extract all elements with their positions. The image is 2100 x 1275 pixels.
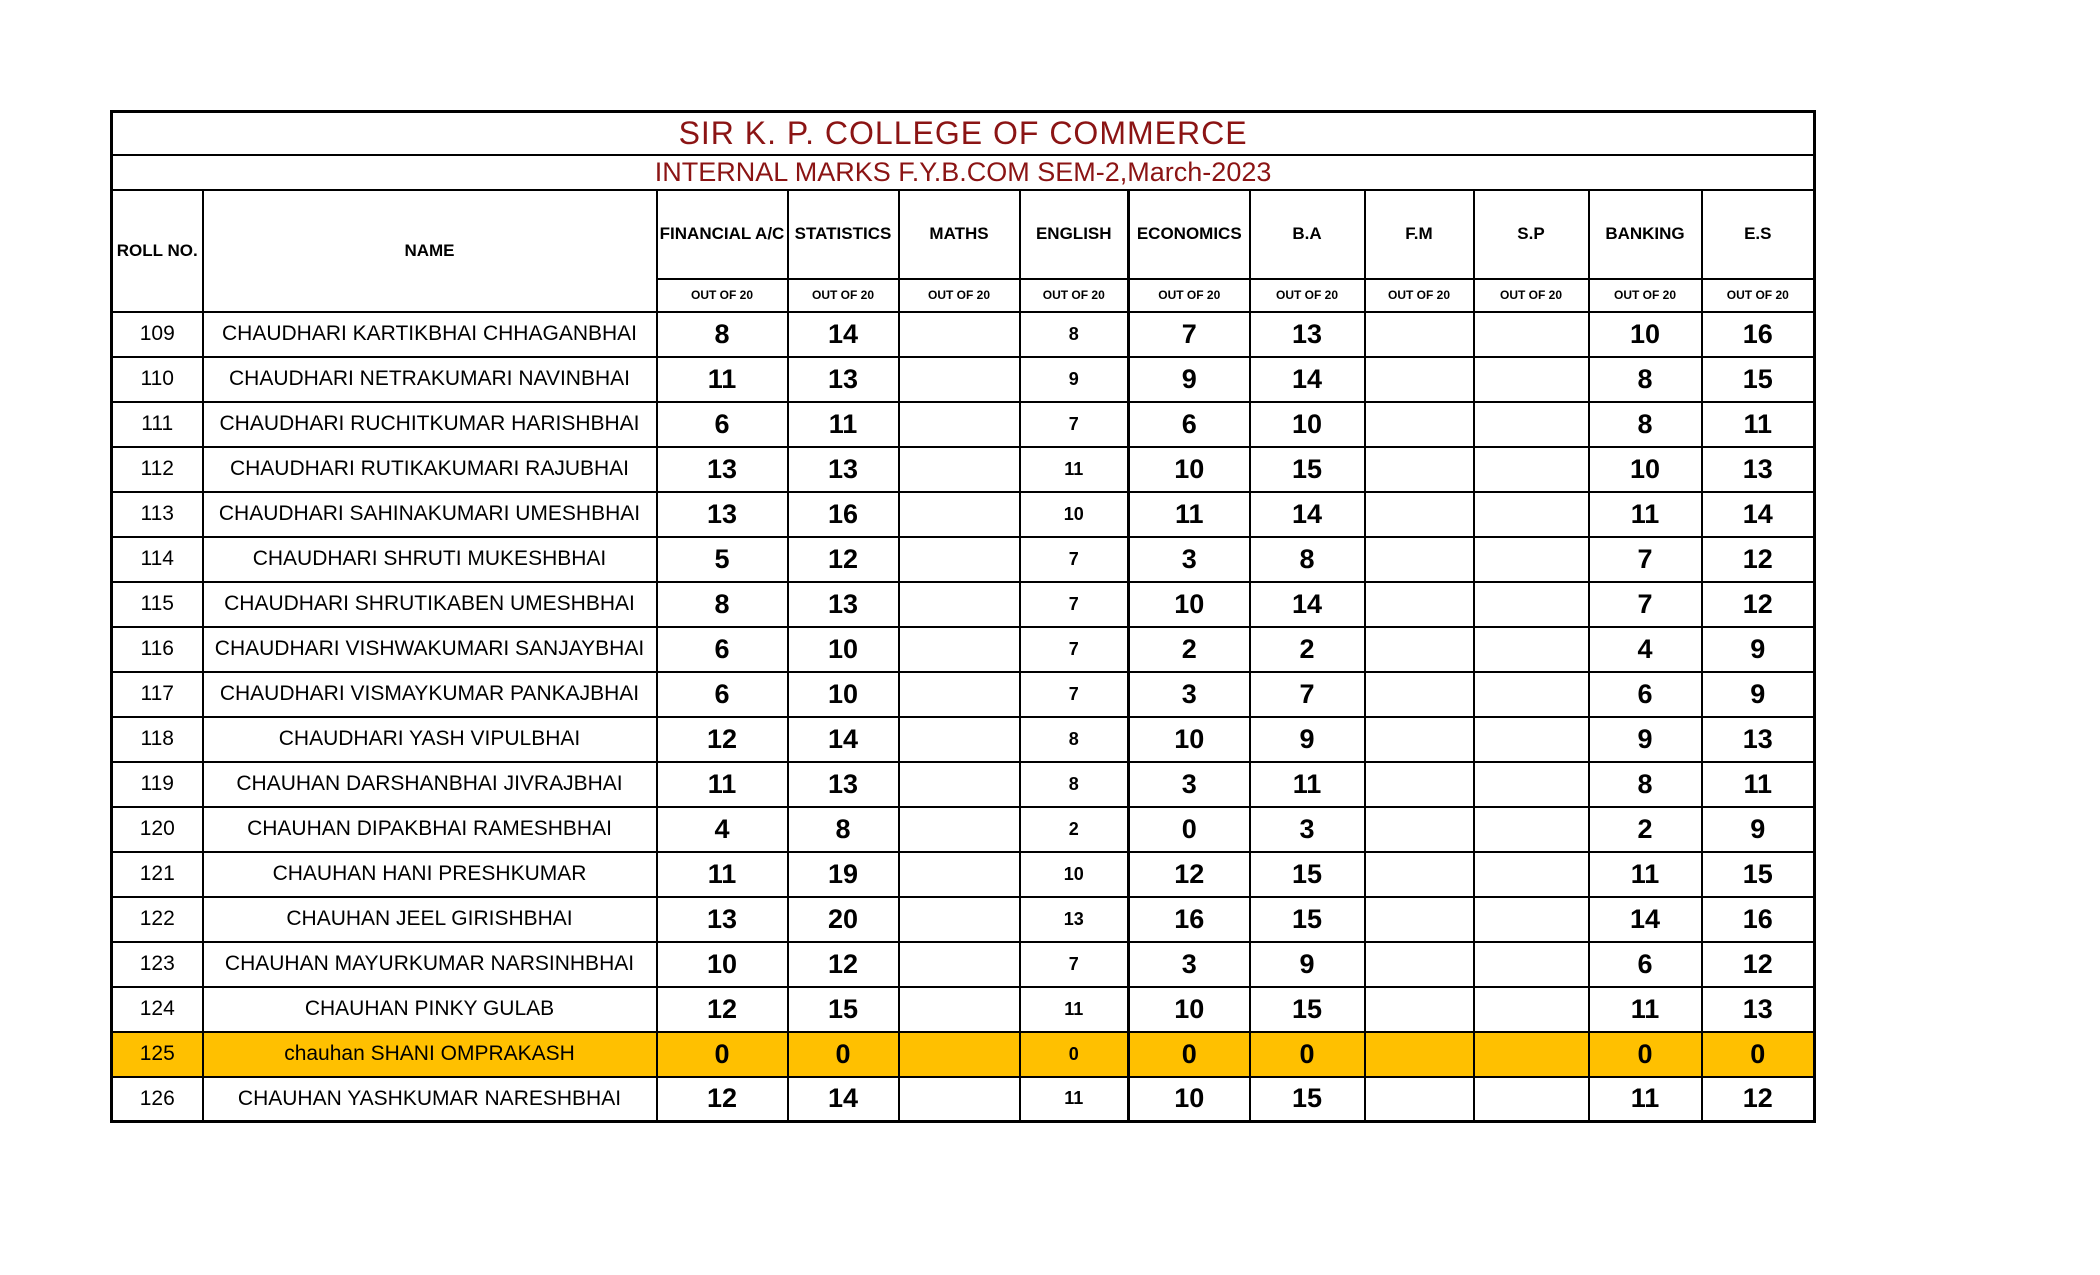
mark-cell: 6 — [657, 402, 788, 447]
out-of-cell: OUT OF 20 — [657, 279, 788, 312]
name-cell: CHAUDHARI NETRAKUMARI NAVINBHAI — [203, 357, 657, 402]
mark-cell: 15 — [788, 987, 899, 1032]
subject-header-financial-ac: FINANCIAL A/C — [657, 190, 788, 279]
mark-cell: 0 — [1250, 1032, 1365, 1077]
out-of-cell: OUT OF 20 — [1365, 279, 1474, 312]
subject-header-english: ENGLISH — [1020, 190, 1129, 279]
marks-sheet — [110, 110, 1816, 1123]
mark-cell — [1474, 672, 1589, 717]
roll-cell: 110 — [112, 357, 203, 402]
out-of-cell: OUT OF 20 — [899, 279, 1020, 312]
mark-cell — [1474, 897, 1589, 942]
name-cell: CHAUHAN MAYURKUMAR NARSINHBHAI — [203, 942, 657, 987]
mark-cell: 11 — [1129, 492, 1250, 537]
mark-cell: 3 — [1129, 672, 1250, 717]
table-row — [112, 942, 1815, 987]
name-cell: CHAUDHARI VISMAYKUMAR PANKAJBHAI — [203, 672, 657, 717]
mark-cell — [899, 897, 1020, 942]
mark-cell: 11 — [1589, 987, 1702, 1032]
mark-cell: 10 — [1129, 1077, 1250, 1122]
mark-cell: 4 — [1589, 627, 1702, 672]
subject-header-maths: MATHS — [899, 190, 1020, 279]
mark-cell: 15 — [1250, 852, 1365, 897]
mark-cell — [899, 402, 1020, 447]
mark-cell — [899, 942, 1020, 987]
mark-cell: 6 — [657, 672, 788, 717]
roll-cell: 121 — [112, 852, 203, 897]
mark-cell: 12 — [657, 717, 788, 762]
subject-header-statistics: STATISTICS — [788, 190, 899, 279]
mark-cell — [1474, 717, 1589, 762]
mark-cell: 3 — [1129, 537, 1250, 582]
mark-cell: 16 — [788, 492, 899, 537]
mark-cell — [899, 447, 1020, 492]
table-row — [112, 897, 1815, 942]
mark-cell — [1365, 492, 1474, 537]
mark-cell: 14 — [1250, 492, 1365, 537]
roll-cell: 123 — [112, 942, 203, 987]
table-row — [112, 762, 1815, 807]
mark-cell: 9 — [1589, 717, 1702, 762]
out-of-cell: OUT OF 20 — [1250, 279, 1365, 312]
roll-cell: 122 — [112, 897, 203, 942]
mark-cell: 10 — [657, 942, 788, 987]
name-cell: CHAUDHARI VISHWAKUMARI SANJAYBHAI — [203, 627, 657, 672]
mark-cell: 3 — [1129, 762, 1250, 807]
mark-cell: 8 — [1020, 762, 1129, 807]
mark-cell: 9 — [1020, 357, 1129, 402]
mark-cell: 9 — [1129, 357, 1250, 402]
mark-cell — [899, 492, 1020, 537]
mark-cell — [899, 987, 1020, 1032]
mark-cell: 14 — [1250, 357, 1365, 402]
mark-cell — [1474, 762, 1589, 807]
mark-cell: 8 — [1250, 537, 1365, 582]
mark-cell: 10 — [1129, 717, 1250, 762]
mark-cell: 11 — [1589, 1077, 1702, 1122]
mark-cell — [1365, 447, 1474, 492]
mark-cell: 11 — [788, 402, 899, 447]
mark-cell: 7 — [1020, 402, 1129, 447]
mark-cell — [1365, 1077, 1474, 1122]
mark-cell: 15 — [1702, 357, 1815, 402]
mark-cell: 8 — [1589, 357, 1702, 402]
mark-cell: 14 — [788, 312, 899, 357]
report-subtitle: INTERNAL MARKS F.Y.B.COM SEM-2,March-2023 — [112, 155, 1815, 190]
out-of-cell: OUT OF 20 — [788, 279, 899, 312]
mark-cell — [1474, 1077, 1589, 1122]
mark-cell — [1365, 942, 1474, 987]
mark-cell: 13 — [788, 447, 899, 492]
mark-cell: 10 — [1589, 447, 1702, 492]
mark-cell: 0 — [1129, 1032, 1250, 1077]
name-cell: CHAUDHARI RUCHITKUMAR HARISHBHAI — [203, 402, 657, 447]
mark-cell: 12 — [1702, 1077, 1815, 1122]
roll-cell: 126 — [112, 1077, 203, 1122]
mark-cell: 13 — [1702, 447, 1815, 492]
mark-cell: 13 — [788, 762, 899, 807]
subtitle-row — [112, 155, 1815, 190]
out-of-cell: OUT OF 20 — [1702, 279, 1815, 312]
mark-cell — [899, 627, 1020, 672]
mark-cell: 13 — [1702, 987, 1815, 1032]
out-of-cell: OUT OF 20 — [1474, 279, 1589, 312]
roll-cell: 109 — [112, 312, 203, 357]
title-row — [112, 112, 1815, 155]
name-cell: CHAUDHARI SHRUTIKABEN UMESHBHAI — [203, 582, 657, 627]
name-cell: CHAUHAN DARSHANBHAI JIVRAJBHAI — [203, 762, 657, 807]
name-header: NAME — [203, 190, 657, 312]
mark-cell: 9 — [1702, 627, 1815, 672]
column-header-row — [112, 190, 1815, 279]
mark-cell: 10 — [1020, 492, 1129, 537]
mark-cell — [1365, 672, 1474, 717]
mark-cell — [899, 852, 1020, 897]
mark-cell — [1365, 807, 1474, 852]
mark-cell: 8 — [1589, 762, 1702, 807]
mark-cell: 10 — [1129, 447, 1250, 492]
table-row — [112, 627, 1815, 672]
mark-cell: 7 — [1020, 672, 1129, 717]
mark-cell — [1365, 897, 1474, 942]
name-cell: CHAUDHARI RUTIKAKUMARI RAJUBHAI — [203, 447, 657, 492]
mark-cell: 11 — [1702, 762, 1815, 807]
table-row — [112, 717, 1815, 762]
subject-header-banking: BANKING — [1589, 190, 1702, 279]
subject-header-economics: ECONOMICS — [1129, 190, 1250, 279]
mark-cell — [1365, 312, 1474, 357]
mark-cell — [899, 762, 1020, 807]
mark-cell: 19 — [788, 852, 899, 897]
table-row — [112, 582, 1815, 627]
mark-cell — [1474, 492, 1589, 537]
table-row — [112, 1077, 1815, 1122]
subject-header-ba: B.A — [1250, 190, 1365, 279]
mark-cell — [1474, 987, 1589, 1032]
mark-cell: 6 — [1129, 402, 1250, 447]
mark-cell: 13 — [788, 582, 899, 627]
mark-cell — [899, 582, 1020, 627]
table-row — [112, 852, 1815, 897]
roll-cell: 116 — [112, 627, 203, 672]
mark-cell — [1365, 537, 1474, 582]
mark-cell: 12 — [657, 1077, 788, 1122]
name-cell: chauhan SHANI OMPRAKASH — [203, 1032, 657, 1077]
table-row — [112, 807, 1815, 852]
out-of-cell: OUT OF 20 — [1129, 279, 1250, 312]
mark-cell: 15 — [1702, 852, 1815, 897]
mark-cell: 3 — [1129, 942, 1250, 987]
mark-cell — [1474, 807, 1589, 852]
mark-cell: 12 — [1702, 942, 1815, 987]
mark-cell: 7 — [1020, 942, 1129, 987]
mark-cell: 12 — [788, 942, 899, 987]
mark-cell: 16 — [1702, 312, 1815, 357]
mark-cell: 15 — [1250, 1077, 1365, 1122]
mark-cell: 8 — [657, 582, 788, 627]
mark-cell: 11 — [1589, 492, 1702, 537]
marks-table — [110, 110, 1816, 1123]
name-cell: CHAUHAN HANI PRESHKUMAR — [203, 852, 657, 897]
mark-cell: 7 — [1589, 537, 1702, 582]
roll-cell: 114 — [112, 537, 203, 582]
mark-cell: 11 — [657, 852, 788, 897]
mark-cell: 0 — [788, 1032, 899, 1077]
mark-cell: 13 — [1702, 717, 1815, 762]
table-row — [112, 447, 1815, 492]
mark-cell — [1365, 582, 1474, 627]
subject-header-sp: S.P — [1474, 190, 1589, 279]
mark-cell: 15 — [1250, 987, 1365, 1032]
mark-cell: 0 — [1702, 1032, 1815, 1077]
mark-cell: 0 — [657, 1032, 788, 1077]
mark-cell: 9 — [1702, 672, 1815, 717]
mark-cell — [899, 807, 1020, 852]
mark-cell: 2 — [1589, 807, 1702, 852]
mark-cell: 10 — [1020, 852, 1129, 897]
mark-cell: 4 — [657, 807, 788, 852]
mark-cell: 7 — [1250, 672, 1365, 717]
mark-cell: 10 — [1129, 987, 1250, 1032]
out-of-cell: OUT OF 20 — [1020, 279, 1129, 312]
table-row — [112, 312, 1815, 357]
mark-cell: 10 — [788, 627, 899, 672]
mark-cell: 14 — [788, 717, 899, 762]
mark-cell: 7 — [1589, 582, 1702, 627]
mark-cell: 13 — [657, 447, 788, 492]
mark-cell: 11 — [1702, 402, 1815, 447]
subject-header-es: E.S — [1702, 190, 1815, 279]
mark-cell: 10 — [788, 672, 899, 717]
mark-cell: 11 — [1020, 1077, 1129, 1122]
mark-cell — [899, 717, 1020, 762]
mark-cell — [899, 312, 1020, 357]
name-cell: CHAUHAN YASHKUMAR NARESHBHAI — [203, 1077, 657, 1122]
mark-cell — [1365, 717, 1474, 762]
mark-cell: 11 — [1250, 762, 1365, 807]
mark-cell — [1474, 942, 1589, 987]
roll-cell: 117 — [112, 672, 203, 717]
mark-cell: 7 — [1129, 312, 1250, 357]
name-cell: CHAUHAN PINKY GULAB — [203, 987, 657, 1032]
mark-cell — [1474, 627, 1589, 672]
mark-cell — [1474, 1032, 1589, 1077]
mark-cell: 2 — [1020, 807, 1129, 852]
mark-cell — [1365, 357, 1474, 402]
mark-cell — [899, 1032, 1020, 1077]
mark-cell: 9 — [1250, 717, 1365, 762]
table-row — [112, 537, 1815, 582]
roll-cell: 113 — [112, 492, 203, 537]
subject-header-fm: F.M — [1365, 190, 1474, 279]
name-cell: CHAUHAN JEEL GIRISHBHAI — [203, 897, 657, 942]
mark-cell — [1365, 1032, 1474, 1077]
mark-cell: 3 — [1250, 807, 1365, 852]
mark-cell: 0 — [1589, 1032, 1702, 1077]
mark-cell — [899, 1077, 1020, 1122]
mark-cell: 8 — [1589, 402, 1702, 447]
roll-cell: 111 — [112, 402, 203, 447]
mark-cell — [1474, 582, 1589, 627]
highlighted-row — [112, 1032, 1815, 1077]
marks-table-body — [112, 312, 1815, 1122]
name-cell: CHAUDHARI SHRUTI MUKESHBHAI — [203, 537, 657, 582]
mark-cell — [1365, 402, 1474, 447]
mark-cell: 0 — [1020, 1032, 1129, 1077]
roll-cell: 120 — [112, 807, 203, 852]
mark-cell — [1474, 852, 1589, 897]
mark-cell — [1474, 402, 1589, 447]
mark-cell: 9 — [1250, 942, 1365, 987]
mark-cell: 9 — [1702, 807, 1815, 852]
mark-cell: 12 — [657, 987, 788, 1032]
mark-cell: 14 — [1250, 582, 1365, 627]
mark-cell: 5 — [657, 537, 788, 582]
mark-cell — [899, 357, 1020, 402]
mark-cell: 6 — [657, 627, 788, 672]
mark-cell: 20 — [788, 897, 899, 942]
mark-cell: 12 — [1702, 537, 1815, 582]
mark-cell: 11 — [1020, 987, 1129, 1032]
mark-cell — [899, 537, 1020, 582]
mark-cell: 10 — [1250, 402, 1365, 447]
mark-cell: 15 — [1250, 447, 1365, 492]
mark-cell: 12 — [1129, 852, 1250, 897]
name-cell: CHAUHAN DIPAKBHAI RAMESHBHAI — [203, 807, 657, 852]
mark-cell: 13 — [657, 897, 788, 942]
mark-cell: 11 — [657, 762, 788, 807]
mark-cell: 11 — [657, 357, 788, 402]
table-row — [112, 987, 1815, 1032]
roll-cell: 119 — [112, 762, 203, 807]
mark-cell: 16 — [1702, 897, 1815, 942]
mark-cell: 16 — [1129, 897, 1250, 942]
mark-cell: 14 — [1702, 492, 1815, 537]
mark-cell: 10 — [1129, 582, 1250, 627]
mark-cell — [1365, 762, 1474, 807]
name-cell: CHAUDHARI YASH VIPULBHAI — [203, 717, 657, 762]
mark-cell: 0 — [1129, 807, 1250, 852]
mark-cell: 2 — [1129, 627, 1250, 672]
roll-cell: 118 — [112, 717, 203, 762]
mark-cell: 7 — [1020, 582, 1129, 627]
mark-cell — [1474, 312, 1589, 357]
mark-cell: 8 — [788, 807, 899, 852]
table-row — [112, 357, 1815, 402]
mark-cell: 8 — [1020, 717, 1129, 762]
mark-cell: 11 — [1589, 852, 1702, 897]
mark-cell: 15 — [1250, 897, 1365, 942]
mark-cell: 8 — [657, 312, 788, 357]
mark-cell: 10 — [1589, 312, 1702, 357]
mark-cell: 2 — [1250, 627, 1365, 672]
mark-cell: 6 — [1589, 942, 1702, 987]
roll-no-header: ROLL NO. — [112, 190, 203, 312]
mark-cell: 12 — [1702, 582, 1815, 627]
name-cell: CHAUDHARI KARTIKBHAI CHHAGANBHAI — [203, 312, 657, 357]
mark-cell: 14 — [788, 1077, 899, 1122]
mark-cell: 13 — [1020, 897, 1129, 942]
mark-cell: 13 — [1250, 312, 1365, 357]
mark-cell — [1365, 987, 1474, 1032]
mark-cell: 11 — [1020, 447, 1129, 492]
table-row — [112, 672, 1815, 717]
roll-cell: 124 — [112, 987, 203, 1032]
mark-cell: 7 — [1020, 627, 1129, 672]
mark-cell: 13 — [788, 357, 899, 402]
mark-cell — [1474, 447, 1589, 492]
college-title: SIR K. P. COLLEGE OF COMMERCE — [112, 112, 1815, 155]
mark-cell — [1365, 852, 1474, 897]
mark-cell — [1474, 537, 1589, 582]
table-row — [112, 492, 1815, 537]
mark-cell — [1474, 357, 1589, 402]
mark-cell: 7 — [1020, 537, 1129, 582]
mark-cell: 8 — [1020, 312, 1129, 357]
mark-cell: 13 — [657, 492, 788, 537]
out-of-cell: OUT OF 20 — [1589, 279, 1702, 312]
roll-cell: 125 — [112, 1032, 203, 1077]
mark-cell: 12 — [788, 537, 899, 582]
mark-cell: 6 — [1589, 672, 1702, 717]
table-row — [112, 402, 1815, 447]
mark-cell: 14 — [1589, 897, 1702, 942]
roll-cell: 115 — [112, 582, 203, 627]
mark-cell — [1365, 627, 1474, 672]
mark-cell — [899, 672, 1020, 717]
roll-cell: 112 — [112, 447, 203, 492]
name-cell: CHAUDHARI SAHINAKUMARI UMESHBHAI — [203, 492, 657, 537]
